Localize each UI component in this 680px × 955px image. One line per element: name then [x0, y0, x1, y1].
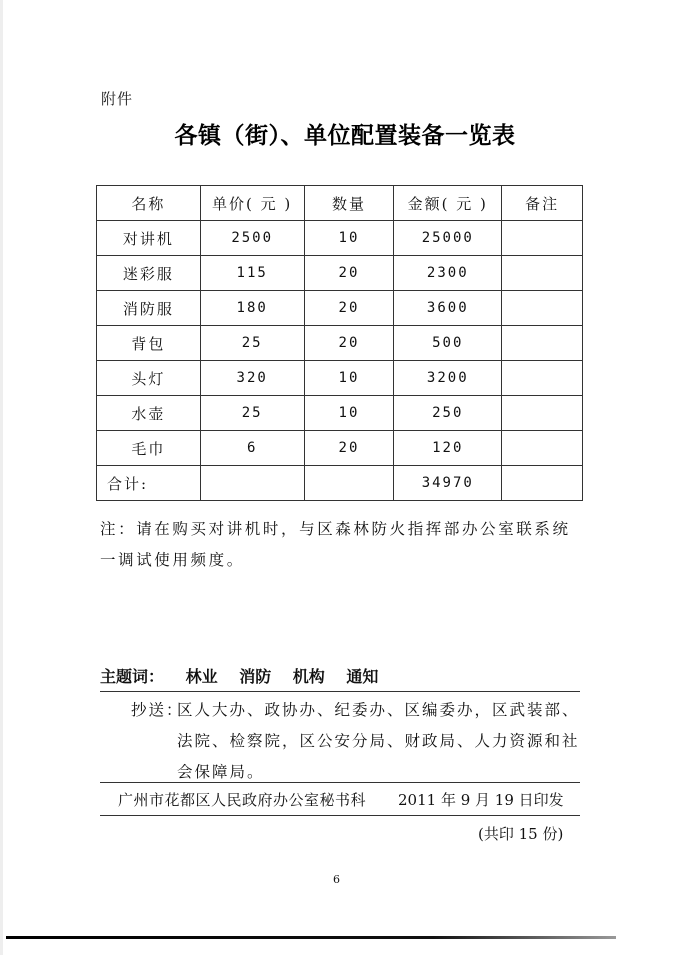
- cell-amount: 120: [394, 431, 502, 466]
- cell-quantity: 10: [304, 361, 394, 396]
- cc-block: [131, 695, 583, 788]
- cell-remark: [502, 396, 583, 431]
- cell-unit-price: 320: [200, 361, 304, 396]
- cell-remark: [502, 326, 583, 361]
- scan-bottom-bar: [6, 936, 616, 939]
- cell-name: 背包: [97, 326, 201, 361]
- cell-quantity: 10: [304, 396, 394, 431]
- total-label: 合计:: [97, 466, 201, 501]
- keyword: 机构: [292, 667, 325, 686]
- page-number: 6: [333, 873, 340, 886]
- cell-remark: [502, 256, 583, 291]
- table-header-row: [97, 186, 583, 221]
- cell-quantity: 10: [304, 221, 394, 256]
- cell-remark: [502, 291, 583, 326]
- cc-recipients: 区人大办、政协办、纪委办、区编委办，区武装部、法院、检察院，区公安分局、财政局、人力资源和社会保障局。: [177, 701, 580, 781]
- keywords-row: [100, 664, 580, 687]
- table-note: 注：请在购买对讲机时，与区森林防火指挥部办公室联系统一调试使用频度。: [100, 520, 571, 569]
- cell-remark: [502, 431, 583, 466]
- column-header-name: 名称: [97, 186, 201, 221]
- keyword: 消防: [239, 667, 272, 686]
- cell-unit-price: 25: [200, 326, 304, 361]
- column-header-remark: 备注: [502, 186, 583, 221]
- keywords-label: 主题词：: [100, 667, 165, 686]
- table-row: [97, 221, 583, 256]
- cell-quantity: 20: [304, 256, 394, 291]
- cell-quantity: 20: [304, 431, 394, 466]
- cell-quantity: 20: [304, 291, 394, 326]
- total-amount: 34970: [394, 466, 502, 501]
- cell-amount: 500: [394, 326, 502, 361]
- cell-unit-price: 115: [200, 256, 304, 291]
- column-header-unit-price: 单价( 元 ): [200, 186, 304, 221]
- keyword: 通知: [346, 667, 379, 686]
- keyword: 林业: [185, 667, 218, 686]
- cell-unit-price: 2500: [200, 221, 304, 256]
- total-unit-price: [200, 466, 304, 501]
- table-row: [97, 431, 583, 466]
- cc-label: 抄送：: [131, 701, 184, 719]
- table-row: [97, 361, 583, 396]
- cell-quantity: 20: [304, 326, 394, 361]
- cell-remark: [502, 361, 583, 396]
- cell-unit-price: 6: [200, 431, 304, 466]
- cell-name: 对讲机: [97, 221, 201, 256]
- table-row: [97, 256, 583, 291]
- cell-amount: 3200: [394, 361, 502, 396]
- page-title: 各镇（街）、单位配置装备一览表: [174, 123, 516, 149]
- cell-unit-price: 180: [200, 291, 304, 326]
- cell-name: 头灯: [97, 361, 201, 396]
- issue-date: 2011 年 9 月 19 日印发: [398, 791, 564, 809]
- print-copies: (共印 15 份): [478, 825, 564, 843]
- cell-amount: 250: [394, 396, 502, 431]
- cell-name: 水壶: [97, 396, 201, 431]
- divider: [100, 691, 580, 692]
- total-remark: [502, 466, 583, 501]
- attachment-label: 附件: [101, 90, 134, 108]
- table-row: [97, 396, 583, 431]
- cell-amount: 25000: [394, 221, 502, 256]
- cell-remark: [502, 221, 583, 256]
- table-row: [97, 326, 583, 361]
- table-total-row: [97, 466, 583, 501]
- column-header-quantity: 数量: [304, 186, 394, 221]
- total-quantity: [304, 466, 394, 501]
- cell-amount: 3600: [394, 291, 502, 326]
- cell-name: 毛巾: [97, 431, 201, 466]
- equipment-table: [96, 185, 583, 501]
- issuer: 广州市花都区人民政府办公室秘书科: [118, 791, 367, 809]
- cell-unit-price: 25: [200, 396, 304, 431]
- cell-amount: 2300: [394, 256, 502, 291]
- column-header-amount: 金额( 元 ): [394, 186, 502, 221]
- divider: [100, 782, 580, 783]
- table-row: [97, 291, 583, 326]
- cell-name: 迷彩服: [97, 256, 201, 291]
- cell-name: 消防服: [97, 291, 201, 326]
- divider: [100, 815, 580, 816]
